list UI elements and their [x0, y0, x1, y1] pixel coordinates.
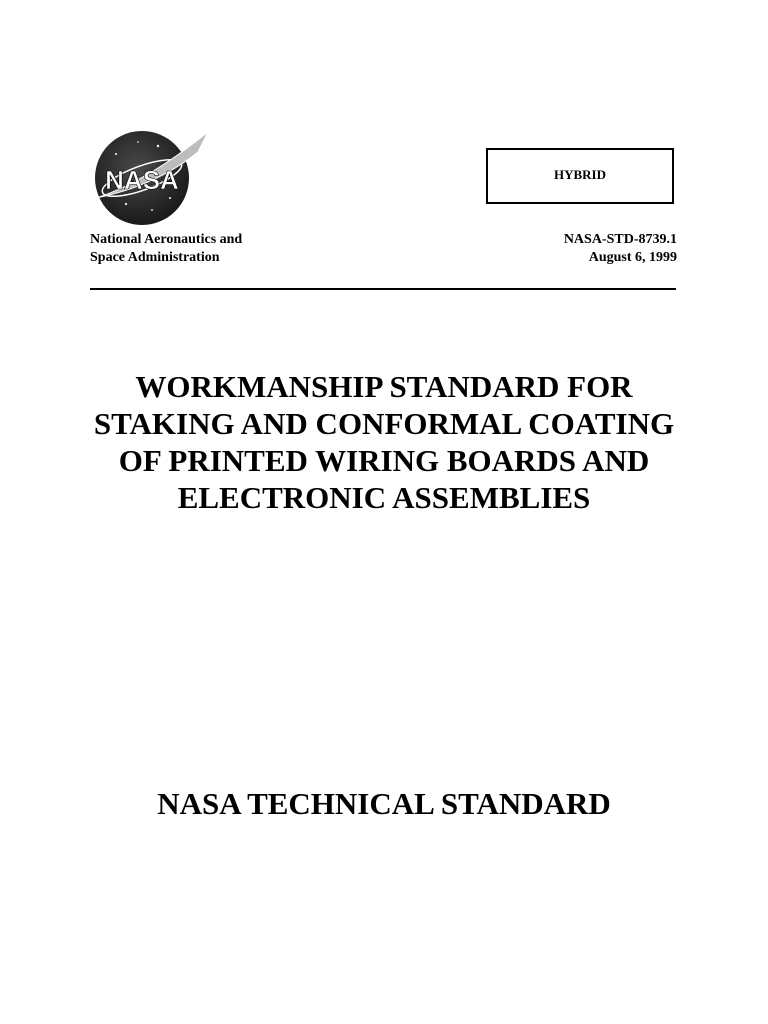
- agency-line-1: National Aeronautics and: [90, 232, 243, 247]
- title-line: ELECTRONIC ASSEMBLIES: [177, 480, 591, 515]
- document-date: August 6, 1999: [588, 250, 677, 265]
- header-divider: [90, 288, 676, 290]
- nasa-meatball-icon: [86, 126, 214, 226]
- title-line: WORKMANSHIP STANDARD FOR: [135, 369, 633, 404]
- agency-line-2: Space Administration: [90, 250, 220, 265]
- document-title: [40, 368, 728, 516]
- document-number: NASA-STD-8739.1: [563, 232, 677, 247]
- standard-type: NASA TECHNICAL STANDARD: [157, 786, 611, 821]
- title-line: STAKING AND CONFORMAL COATING: [93, 406, 675, 441]
- agency-name: [90, 231, 242, 267]
- classification-box: HYBRID: [486, 148, 674, 204]
- logo-text: NASA: [105, 165, 179, 195]
- document-info: [564, 231, 677, 267]
- title-line: OF PRINTED WIRING BOARDS AND: [118, 443, 650, 478]
- nasa-logo: [86, 126, 214, 226]
